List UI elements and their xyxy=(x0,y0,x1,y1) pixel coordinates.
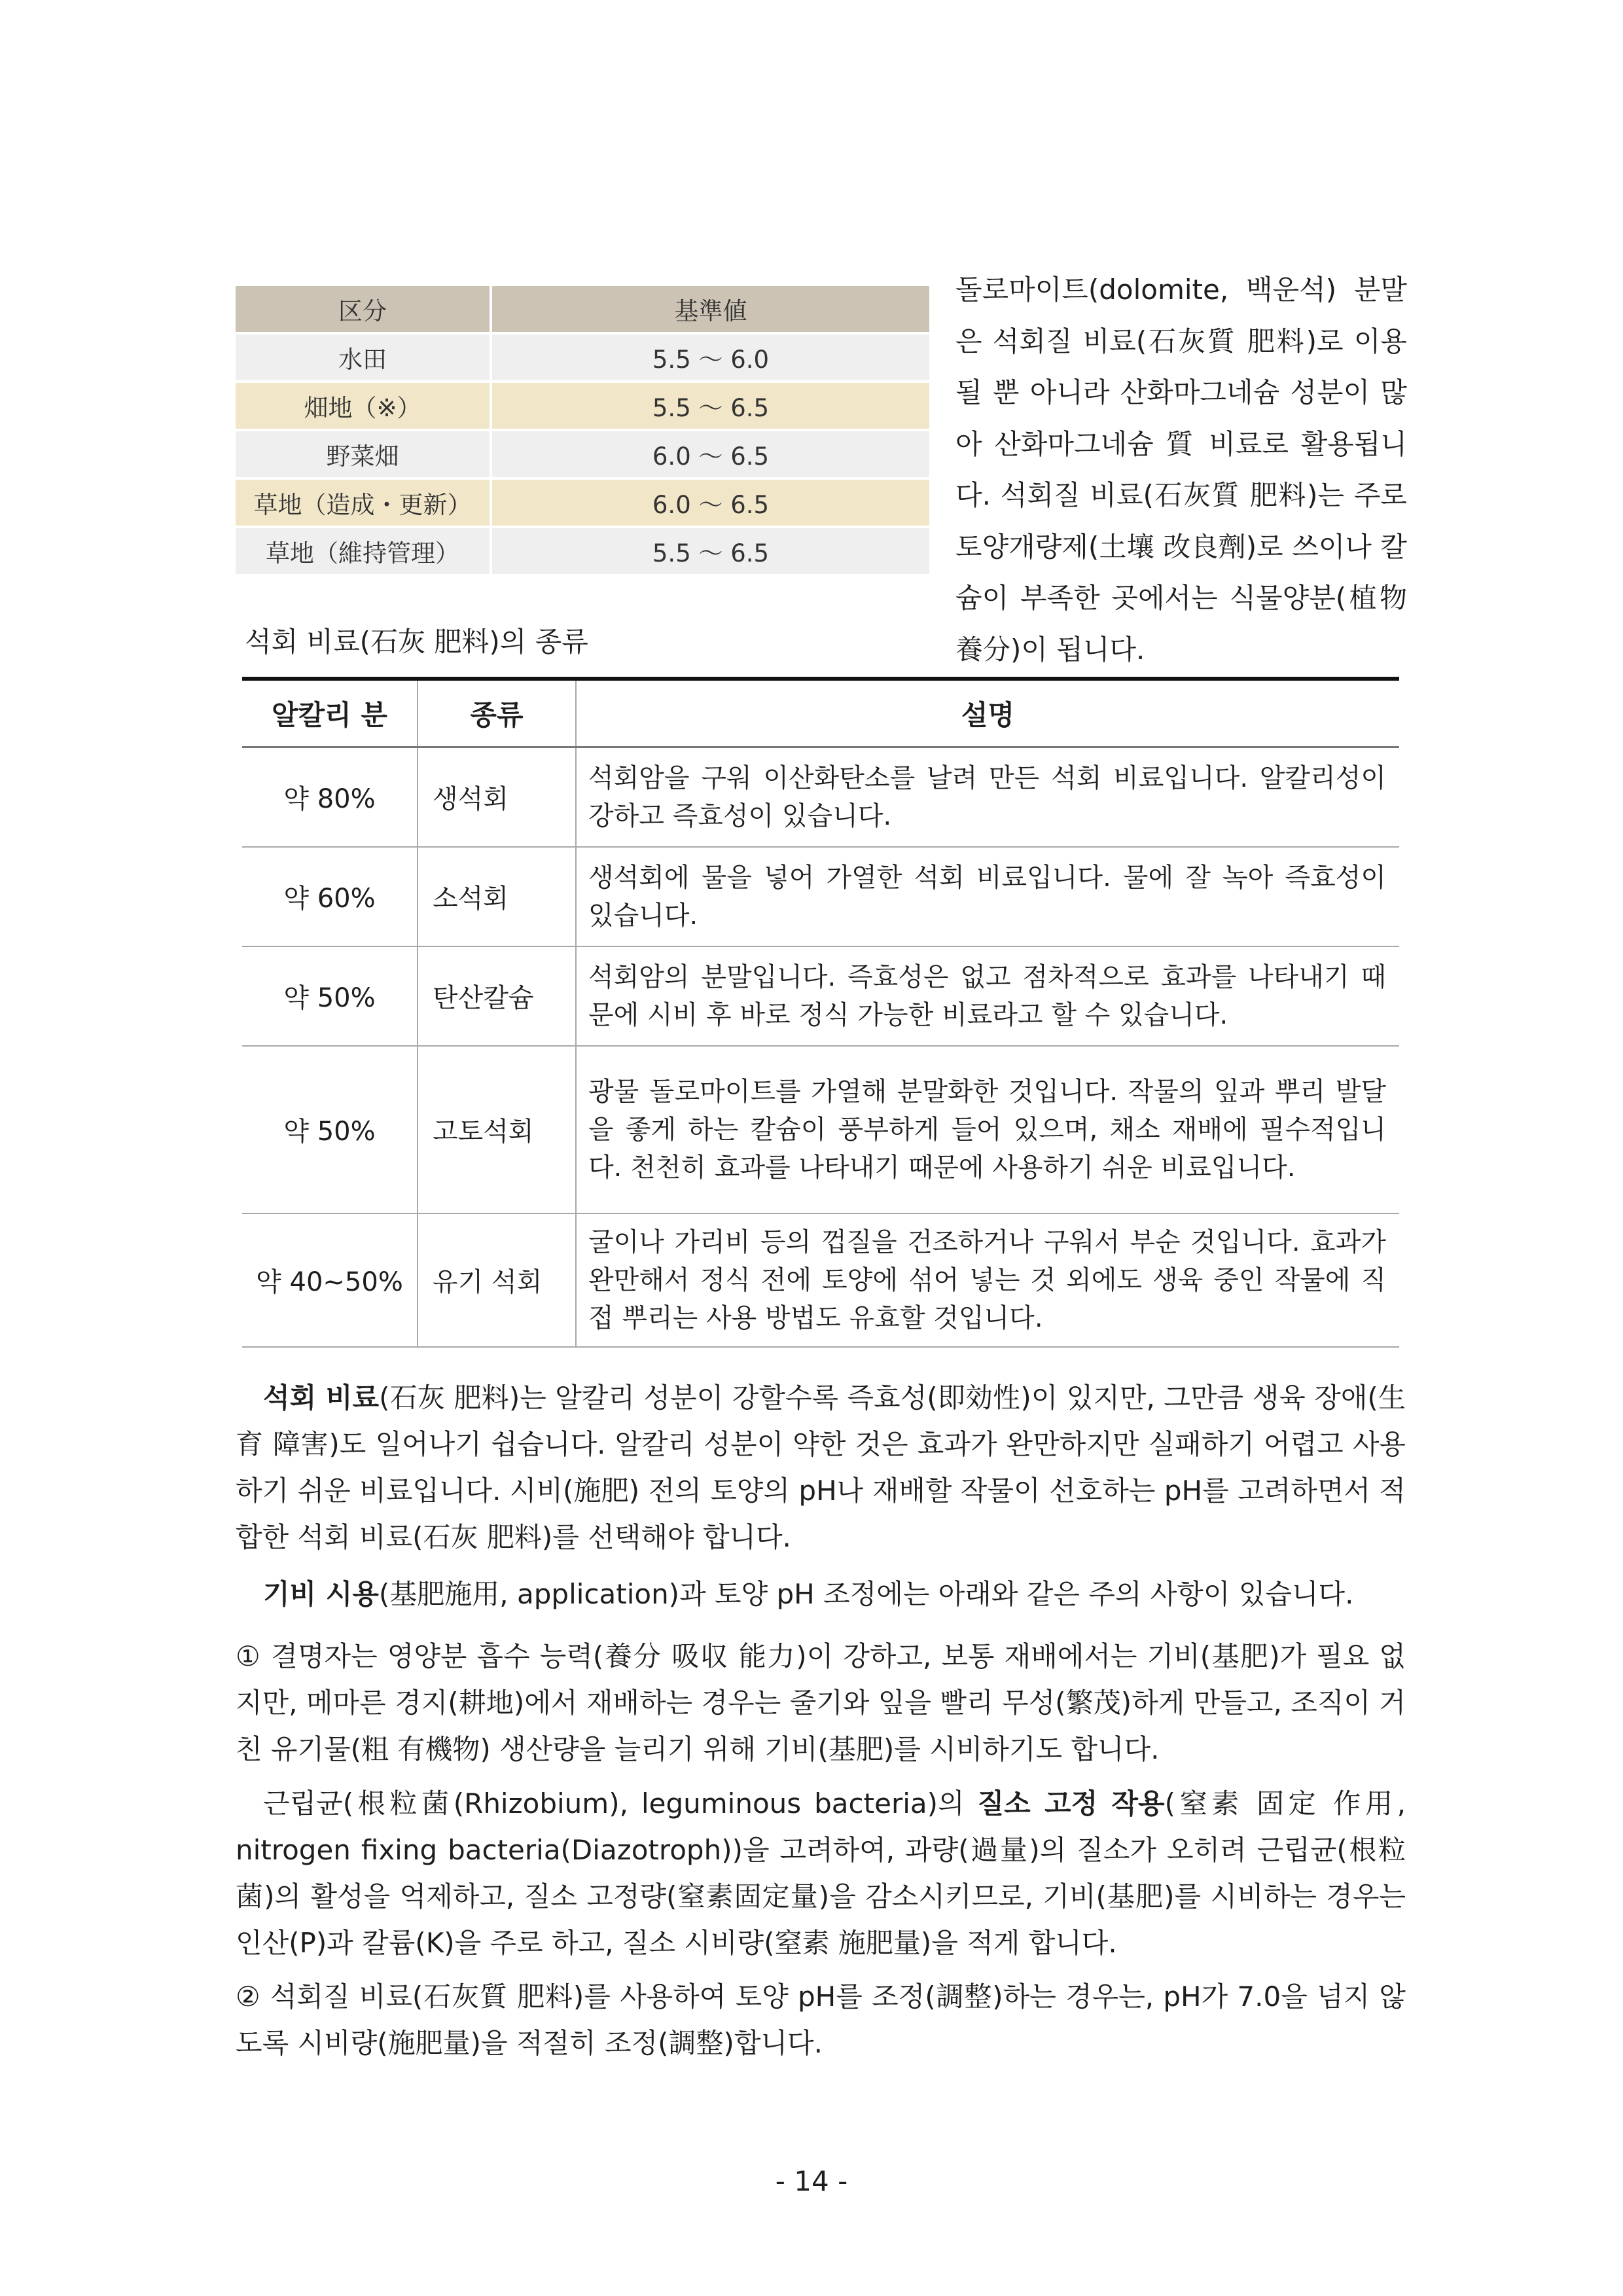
alkali-content: 약 60% xyxy=(242,847,418,946)
ph-category: 草地（造成・更新） xyxy=(234,478,491,527)
table-row xyxy=(234,382,931,430)
ph-table-header xyxy=(234,285,931,333)
table-row xyxy=(234,478,931,527)
paragraph-text: 근립균(根粒菌(Rhizobium), leguminous bacteria)의 xyxy=(263,1787,978,1820)
bold-term: 질소 고정 작용 xyxy=(977,1787,1165,1820)
page-number: - 14 - xyxy=(775,2165,848,2197)
table-row xyxy=(242,747,1399,847)
paragraph-nitrogen-fixation xyxy=(236,1780,1406,1966)
ph-value: 5.5 ～ 6.5 xyxy=(491,527,931,575)
header-description: 설명 xyxy=(576,679,1399,747)
types-table-header xyxy=(242,679,1399,747)
ph-header-value: 基準値 xyxy=(491,285,931,333)
table-row xyxy=(242,1046,1399,1213)
lime-description: 광물 돌로마이트를 가열해 분말화한 것입니다. 작물의 잎과 뿌리 발달을 좋게 하는 칼슘이 풍부하게 들어 있으며, 채소 재배에 필수적입니다. 천천히 효과를 나타내기 때문에 사용하기 쉬운 비료입니다. xyxy=(576,1046,1399,1213)
bold-term: 석회 비료 xyxy=(263,1382,380,1414)
ph-header-category: 区分 xyxy=(234,285,491,333)
lime-description: 굴이나 가리비 등의 껍질을 건조하거나 구워서 부순 것입니다. 효과가 완만해서 정식 전에 토양에 섞어 넣는 것 외에도 생육 중인 작물에 직접 뿌리는 사용 방법도 유효할 것입니다. xyxy=(576,1213,1399,1347)
ph-category: 野菜畑 xyxy=(234,430,491,478)
header-alkali: 알칼리 분 xyxy=(242,679,418,747)
table-row xyxy=(234,430,931,478)
lime-kind: 유기 석회 xyxy=(418,1213,576,1347)
lime-types-table xyxy=(242,677,1399,1348)
ph-value: 5.5 ～ 6.0 xyxy=(491,333,931,382)
paragraph-note-2: ② 석회질 비료(石灰質 肥料)를 사용하여 토양 pH를 조정(調整)하는 경우는, pH가 7.0을 넘지 않도록 시비량(施肥量)을 적절히 조정(調整)합니다. xyxy=(236,1981,1406,2059)
alkali-content: 약 50% xyxy=(242,946,418,1046)
ph-value: 5.5 ～ 6.5 xyxy=(491,382,931,430)
ph-standard-table xyxy=(233,283,932,577)
lime-description: 석회암을 구워 이산화탄소를 날려 만든 석회 비료입니다. 알칼리성이 강하고 즉효성이 있습니다. xyxy=(576,747,1399,847)
paragraph-note-1: ① 결명자는 영양분 흡수 능력(養分 吸収 能力)이 강하고, 보통 재배에서는 기비(基肥)가 필요 없지만, 메마른 경지(耕地)에서 재배하는 경우는 줄기와 잎을 빨리 무성(繁茂)하게 만들고, 조직이 거친 유기물(粗 有機物) 생산량을 늘리기 위해 기비(基肥)를 시비하기도 합니다. xyxy=(236,1640,1406,1765)
table-row xyxy=(242,1213,1399,1347)
table-row xyxy=(234,527,931,575)
paragraph-lime-choice xyxy=(236,1374,1406,1560)
lime-kind: 고토석회 xyxy=(418,1046,576,1213)
ph-value: 6.0 ～ 6.5 xyxy=(491,478,931,527)
alkali-content: 약 50% xyxy=(242,1046,418,1213)
table-caption: 석회 비료(石灰 肥料)의 종류 xyxy=(245,626,588,658)
lime-kind: 소석회 xyxy=(418,847,576,946)
header-kind: 종류 xyxy=(418,679,576,747)
bold-term: 기비 시용 xyxy=(263,1578,379,1610)
ph-value: 6.0 ～ 6.5 xyxy=(491,430,931,478)
dolomite-paragraph: 돌로마이트(dolomite, 백운석) 분말은 석회질 비료(石灰質 肥料)로 이용될 뿐 아니라 산화마그네슘 성분이 많아 산화마그네슘 質 비료로 활용됩니다. 석회질 비료(石灰質 肥料)는 주로 토양개량제(土壤 改良劑)로 쓰이나 칼슘이 부족한 곳에서는 식물양분(植物養分)이 됩니다. xyxy=(955,274,1407,666)
lime-description: 생석회에 물을 넣어 가열한 석회 비료입니다. 물에 잘 녹아 즉효성이 있습니다. xyxy=(576,847,1399,946)
lime-kind: 생석회 xyxy=(418,747,576,847)
paragraph-text: (石灰 肥料)는 알칼리 성분이 강할수록 즉효성(即効性)이 있지만, 그만큼 생육 장애(生育 障害)도 일어나기 쉽습니다. 알칼리 성분이 약한 것은 효과가 완만하지만 실패하기 어렵고 사용하기 쉬운 비료입니다. 시비(施肥) 전의 토양의 pH나 재배할 작물이 선호하는 pH를 고려하면서 적합한 석회 비료(石灰 肥料)를 선택해야 합니다. xyxy=(236,1382,1406,1553)
table-row xyxy=(234,333,931,382)
paragraph-basal-application xyxy=(236,1571,1406,1617)
table-row xyxy=(242,946,1399,1046)
lime-description: 석회암의 분말입니다. 즉효성은 없고 점차적으로 효과를 나타내기 때문에 시비 후 바로 정식 가능한 비료라고 할 수 있습니다. xyxy=(576,946,1399,1046)
paragraph-text: (基肥施用, application)과 토양 pH 조정에는 아래와 같은 주의 사항이 있습니다. xyxy=(378,1578,1354,1610)
ph-category: 草地（維持管理） xyxy=(234,527,491,575)
table-row xyxy=(242,847,1399,946)
alkali-content: 약 80% xyxy=(242,747,418,847)
paragraph-text: (窒素 固定 作用, nitrogen fixing bacteria(Diazotroph))을 고려하여, 과량(過量)의 질소가 오히려 근립균(根粒菌)의 활성을 억제하고, 질소 고정량(窒素固定量)을 감소시키므로, 기비(基肥)를 시비하는 경우는 인산(P)과 칼륨(K)을 주로 하고, 질소 시비량(窒素 施肥量)을 적게 합니다. xyxy=(236,1787,1406,1959)
lime-kind: 탄산칼슘 xyxy=(418,946,576,1046)
ph-category: 畑地（※） xyxy=(234,382,491,430)
ph-category: 水田 xyxy=(234,333,491,382)
alkali-content: 약 40~50% xyxy=(242,1213,418,1347)
